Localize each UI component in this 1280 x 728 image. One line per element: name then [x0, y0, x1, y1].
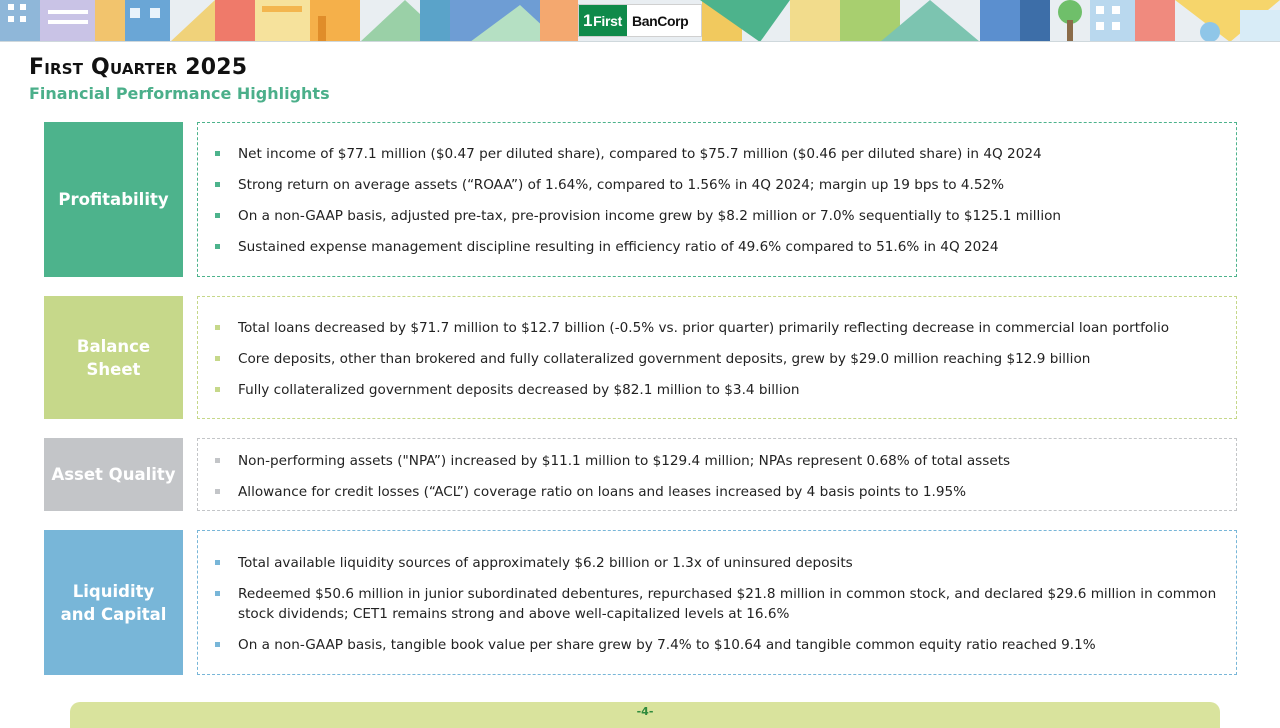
bullet-text: Total available liquidity sources of approximately $6.2 billion or 1.3x of uninsured deposits: [238, 555, 853, 571]
page-title: First Quarter 2025: [29, 55, 248, 80]
bullet-square-icon: [215, 151, 220, 156]
footer-bar: [70, 702, 1220, 728]
banner-divider: [0, 41, 1280, 42]
section-content: [197, 530, 1237, 675]
list-item: [198, 584, 1236, 624]
bullet-square-icon: [215, 244, 220, 249]
page-subtitle: Financial Performance Highlights: [29, 84, 330, 103]
firstbancorp-logo: [578, 4, 702, 37]
bullet-square-icon: [215, 458, 220, 463]
bullet-text: Total loans decreased by $71.7 million to $12.7 billion (-0.5% vs. prior quarter) primarily reflecting decrease in commercial loan portfolio: [238, 320, 1170, 336]
bullet-square-icon: [215, 213, 220, 218]
section-content: [197, 438, 1237, 511]
bullet-text: Fully collateralized government deposits decreased by $82.1 million to $3.4 billion: [238, 382, 800, 398]
header-banner: [0, 0, 1280, 42]
logo-green-block: [579, 5, 627, 36]
bullet-text: Sustained expense management discipline resulting in efficiency ratio of 49.6% compared to 51.6% in 4Q 2024: [238, 239, 999, 255]
logo-first-text: First: [593, 12, 622, 29]
logo-bancorp-text: BanCorp: [632, 12, 689, 29]
bullet-square-icon: [215, 489, 220, 494]
list-item: [198, 635, 1236, 655]
list-item: [198, 144, 1236, 164]
list-item: [198, 206, 1236, 226]
bullet-text: Redeemed $50.6 million in junior subordinated debentures, repurchased $21.8 million in common stock, and declared $29.6 million in common stock dividends; CET1 remains strong and above well-capitalized levels at 16.6%: [238, 586, 1217, 622]
bullet-text: Strong return on average assets (“ROAA”) of 1.64%, compared to 1.56% in 4Q 2024; margin up 19 bps to 4.52%: [238, 177, 1005, 193]
bullet-text: Net income of $77.1 million ($0.47 per diluted share), compared to $75.7 million ($0.46 per diluted share) in 4Q 2024: [238, 146, 1042, 162]
section-label: Balance Sheet: [44, 296, 183, 419]
list-item: [198, 318, 1236, 338]
bullet-square-icon: [215, 387, 220, 392]
section-content: [197, 122, 1237, 277]
list-item: [198, 237, 1236, 257]
logo-numeral: 1: [583, 10, 593, 30]
bullet-square-icon: [215, 642, 220, 647]
page-number: -4-: [636, 705, 654, 718]
list-item: [198, 482, 1236, 502]
bullet-text: Core deposits, other than brokered and fully collateralized government deposits, grew by $29.0 million reaching $12.9 billion: [238, 351, 1091, 367]
list-item: [198, 451, 1236, 471]
list-item: [198, 553, 1236, 573]
section-label: Liquidity and Capital: [44, 530, 183, 675]
section-content: [197, 296, 1237, 419]
section-label: Profitability: [44, 122, 183, 277]
list-item: [198, 380, 1236, 400]
bullet-square-icon: [215, 325, 220, 330]
list-item: [198, 349, 1236, 369]
list-item: [198, 175, 1236, 195]
section-label: Asset Quality: [44, 438, 183, 511]
bullet-square-icon: [215, 182, 220, 187]
bullet-text: Allowance for credit losses (“ACL”) coverage ratio on loans and leases increased by 4 basis points to 1.95%: [238, 484, 967, 500]
bullet-text: Non-performing assets ("NPA”) increased by $11.1 million to $129.4 million; NPAs represent 0.68% of total assets: [238, 453, 1011, 469]
bullet-text: On a non-GAAP basis, tangible book value per share grew by 7.4% to $10.64 and tangible common equity ratio reached 9.1%: [238, 637, 1096, 653]
bullet-square-icon: [215, 560, 220, 565]
bullet-square-icon: [215, 591, 220, 596]
bullet-square-icon: [215, 356, 220, 361]
bullet-text: On a non-GAAP basis, adjusted pre-tax, pre-provision income grew by $8.2 million or 7.0% sequentially to $125.1 million: [238, 208, 1062, 224]
